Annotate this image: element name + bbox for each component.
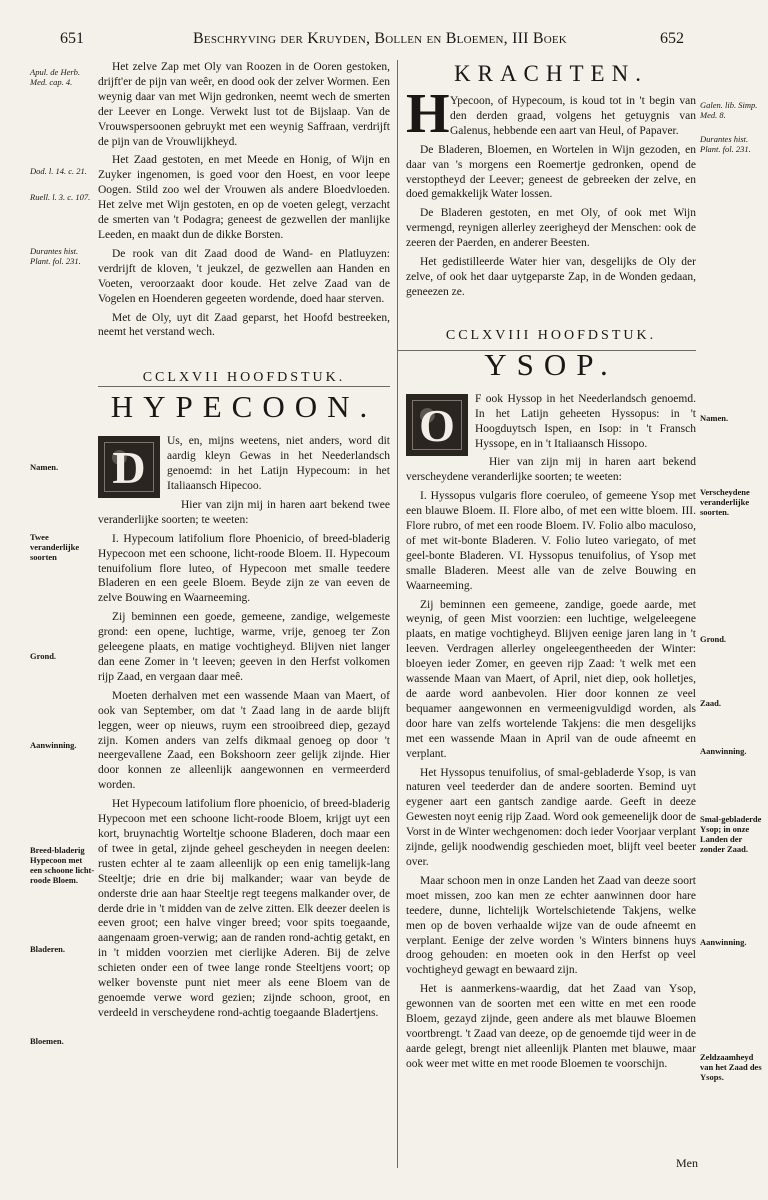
paragraph: Zij beminnen een goede, gemeene, zandige, welgemeste grond: een opene, luchtige, warme, vrije, genoeg ter Zon geleegene plaats, en matige vochtigheyd. Blijven niet langer dan eene Zomer in 't leeven; geeven in den Herfst volkomen rijp Zaad, en vergaan daar meê.	[98, 611, 390, 683]
paragraph: Maar schoon men in onze Landen het Zaad van deeze soort moet missen, zoo kan men ze echter aanwinnen door hare teedere, dunne, lichtelijk Wortelschietende Takjens, welke men op de boven verhaalde wijze van de oude afneemt en verplant. Eenige der zelve worden 's Winters binnens huys droog gehouden: en moeten ook in den Herfst op veel vochtigheyd gewagt en bewaard zijn.	[406, 874, 696, 977]
margin-note-apul: Apul. de Herb. Med. cap. 4.	[30, 67, 81, 87]
paragraph: Het Hypecoum latifolium flore phoenicio, of breed-bladerig Hypecoon met een schoone licht-roode Bloem, krijgt uyt een kort, bruynachtig Worteltje schoone Bladeren, doch maar een of twee in getal, zijnde geheel gescheyden in neegen deelen: rusten echter al te zaam alleenlijk op een enig tamelijk-lang Steeltje; drie en drie bij malkander; waar van beyde de onderste drie aan haar Steeltje regt teegens malkander over, de derde drie in 't midden van de zelve zitten. Elk deezer deelen is eeven groot; een halve vinger breed; voor spits toegaande, aangenaam groen-verwig; aan de randen rond-achtig getakt, en in 't midden voorzien met cierlijke Aderen. Bij de zelve schieten onder een of twee lange ronde Steeltjens voort; op welker bovenste punt niet meer als eene Bloem van de genoemde verwe word gezien; zijnde schoon, groot, en verdeeld in verscheydene rond-achtig toegaande Bladertjens.	[98, 798, 390, 1019]
margin-note-bladeren: Bladeren.	[30, 944, 66, 954]
catchword: Men	[676, 1156, 698, 1170]
paragraph: I. Hypecoum latifolium flore Phoenicio, of breed-bladerig Hypecoon met een schoone, licht-roode Bloem. II. Hypecoum tenuifolium flore luteo, of Hypecoon met smalle teedere Bladeren en een geele Bloem. Beyde zijn ze van eeven de zelve Bouwing en Waarneeming.	[98, 532, 390, 605]
paragraph: I. Hyssopus vulgaris flore coeruleo, of gemeene Ysop met een blauwe Bloem. II. Flore albo, of met een witte bloem. III. Flore rubro, of met een roode Bloem. IV. Folio albo maculoso, of met wit-bonte Bladeren. V. Folio luteo variegato, of met geel-bonte Bladeren. VI. Hyssopus tenuifolius, of Ysop met smalle Bladeren. Meest alle van de zelve Bouwing en Waarneeming.	[406, 490, 696, 592]
paragraph: De rook van dit Zaad dood de Wand- en Platluyzen: verdrijft de kloven, 't jeukzel, de gezwellen aan Handen en Voeten, veroorzaakt door koude. Het zelve Zaad van de Vogelen en Hoenderen gegeeten wordende, doed haar sterven.	[98, 247, 390, 305]
margin-note-namen-right: Namen.	[700, 413, 729, 423]
page-number-right: 652	[660, 30, 684, 47]
margin-note-breed-bladerig: Breed-bladerig Hypecoon met een schoone licht-roode Bloem.	[30, 845, 95, 885]
margin-note-dod: Dod. l. 14. c. 21.	[30, 166, 87, 176]
paragraph: Het is aanmerkens-waardig, dat het Zaad van Ysop, gewonnen van de soorten met een witte en met een roode Bloem, gezayd zijnde, geen andere als met blauwe Bloemen voortbrengt. 't Zaad van deeze, op de genoemde tijd weer in de aarde gelegt, brengt niet alleenlijk Planten met blauwe, maar ook weer met witte en met roode Bloemen te voorschijn.	[406, 983, 696, 1070]
paragraph: Hier van zijn mij in haren aart bekend verscheydene veranderlijke soorten; te weeten:	[406, 456, 696, 484]
paragraph: De Bladeren gestoten, en met Oly, of ook met Wijn vermengd, reynigen allerley zeerigheyd der Menschen: ook de zeeren der Paerden, en anderer Beesten.	[406, 207, 696, 250]
margin-note-verscheydene: Verscheydene veranderlijke soorten.	[700, 487, 750, 517]
paragraph: Moeten derhalven met een wassende Maan van Maert, of ook van September, om dat 't Zaad lang in de aarde blijft leggen, weer op nieuws, ruym een strooibreed diep, gezayd zijn. Komen anders van zelfs dikmaal genoeg op door 't neergevallene Zaad, een Bokshoorn zeer gelijk zijnde. Hier door konnen ze alleenlijk aangewonnen en vermeerderd worden.	[98, 689, 390, 792]
margin-note-aanwinning-right: Aanwinning.	[700, 746, 747, 756]
section-title-hypecoon: HYPECOON.	[110, 389, 378, 425]
paragraph: De Bladeren, Bloemen, en Wortelen in Wijn gezoden, en daar van 's morgens een Roemertje gedronken, opend de verstoptheyd der Leever; geneest de gebreeken der zelve, en doed gemakkelijk Water lossen.	[406, 143, 696, 201]
paragraph-text: Ypecoon, of Hypecoum, is koud tot in 't begin van den derden graad, volgens het getuygnis van Galenus, hebbende een aart van Heul, of Papaver.	[450, 95, 696, 137]
paragraph-with-initial	[406, 83, 696, 145]
margin-note-namen: Namen.	[30, 462, 59, 472]
margin-note-durantes-right: Durantes hist. Plant. fol. 231.	[700, 134, 751, 154]
margin-note-aanwinning-2: Aanwinning.	[700, 937, 747, 947]
paragraph: Het Hyssopus tenuifolius, of smal-gebladerde Ysop, is van naturen veel teederder dan de andere soorten. Bemind uyt eygener aart een gantsch zandige aarde. Geeft in deeze Gewesten noyt eenig rijp Zaad. Word ook gemeenelijk door de Vorst in de Winter wechgenomen: doch ieder Voorjaar verplant zijnde, gelijk noodwendig geschieden moet, blijft veel beeter over.	[406, 766, 696, 868]
margin-note-ruell: Ruell. l. 3. c. 107.	[30, 192, 91, 202]
paragraph: Zij beminnen een gemeene, zandige, goede aarde, met weynig, of geen Mist voorzien: een luchtige, welgeleegene plaats, en matige vochtigheyd. Blijven eenige jaren lang in 't leeven. Verdragen allerley ongeleegentheeden der Winter: bloeyen ieder Zomer, en geeven rijp Zaad: 't welk met een wassende Maan van Maert, of April, niet diep, ook holletjes, de aarde word aanbevolen. Hier door konnen ze veel bequamer aangewonnen en vermeenigvuldigd worden, als door hare van zelfs wortelende Takjens: die men desgelijks met een wassende Maan in April van de oude afneemt en verplant.	[406, 598, 696, 760]
margin-note-twee-soorten: Twee veranderlijke soorten	[30, 532, 80, 562]
paragraph: Het gedistilleerde Water hier van, desgelijks de Oly der zelve, of ook het daar uytgeparste Zap, in de Wonden gedaan, geneezen ze.	[406, 256, 696, 298]
section-title-krachten: KRACHTEN.	[454, 61, 648, 86]
margin-note-grond: Grond.	[30, 651, 57, 661]
paragraph-text: Us, en, mijns weetens, niet anders, word dit aardig kleyn Gewas in het Neederlandsch genoemd: in het Latijn Hypecoum: in het Italiaansch Hipecoo.	[167, 435, 390, 493]
left-column	[98, 60, 390, 1025]
margin-note-zaad: Zaad.	[700, 698, 722, 708]
margin-note-durantes: Durantes hist. Plant. fol. 231.	[30, 246, 81, 266]
decorated-initial	[98, 436, 160, 498]
paragraph: Het zelve Zap met Oly van Roozen in de Ooren gestoken, drijft'er de pijn van weêr, en dood ook der zelver Wormen. Een weynig daar van met Wijn gedronken, neemt wech de smerten der Leever en Longe. Verwekt lust tot de Bijslaap. Van de Vrouwspersoonen gebruykt met een weynig Saffraan, verdrijft de pijn van de Vrouwlijkheyd.	[98, 61, 390, 148]
margin-note-grond-right: Grond.	[700, 634, 727, 644]
paragraph: Met de Oly, uyt dit Zaad geparst, het Hoofd bestreeken, neemt het verstand wech.	[98, 311, 390, 339]
chapter-heading: CCLXVIII HOOFDSTUK.	[445, 327, 657, 343]
initial-letter: O	[419, 399, 455, 451]
running-title: Beschryving der Kruyden, Bollen en Bloemen, III Boek	[193, 30, 567, 47]
page-number-left: 651	[60, 30, 84, 47]
section-title-ysop: YSOP.	[484, 346, 618, 382]
decorated-initial	[406, 394, 468, 456]
chapter-heading: CCLXVII HOOFDSTUK.	[142, 370, 346, 386]
paragraph: Hier van zijn mij in haren aart bekend twee veranderlijke soorten; te weeten:	[98, 498, 390, 526]
running-header	[0, 30, 768, 56]
initial-letter: H	[406, 83, 450, 145]
margin-note-galen: Galen. lib. Simp. Med. 8.	[700, 100, 758, 120]
large-initial	[406, 83, 450, 145]
paragraph-with-dropcap	[98, 434, 390, 494]
paragraph-with-dropcap	[406, 392, 696, 452]
margin-note-smal-gebladerde: Smal-gebladerde Ysop; in onze Landen der zonder Zaad.	[700, 814, 762, 854]
margin-note-aanwinning: Aanwinning.	[30, 740, 77, 750]
paragraph: Het Zaad gestoten, en met Meede en Honig, of Wijn en Zuyker ingenomen, is goed voor den Hoest, en voor leepe Oogen. Stild zoo wel der Vrouwen als andere Bloedvloeden. Het zelve met Wijn gestoten, en op de voeten gelegt, verzacht de smerten van 't Podagra; geneest de gezwellen der manlijke Leeden, en maakt dun de dikke Borsten.	[98, 154, 390, 241]
initial-letter: D	[112, 442, 146, 494]
right-column	[398, 60, 696, 1076]
paragraph-text: F ook Hyssop in het Neederlandsch genoemd. In het Latijn geheeten Hyssopus: in 't Hoogduytsch Ispen, en Isop: in 't Fransch Hyssope, en in 't Italiaansch Hissopo.	[475, 392, 696, 450]
margin-note-zeldzaamheyd: Zeldzaamheyd van het Zaad des Ysops.	[700, 1052, 762, 1082]
margin-note-bloemen: Bloemen.	[30, 1036, 64, 1046]
